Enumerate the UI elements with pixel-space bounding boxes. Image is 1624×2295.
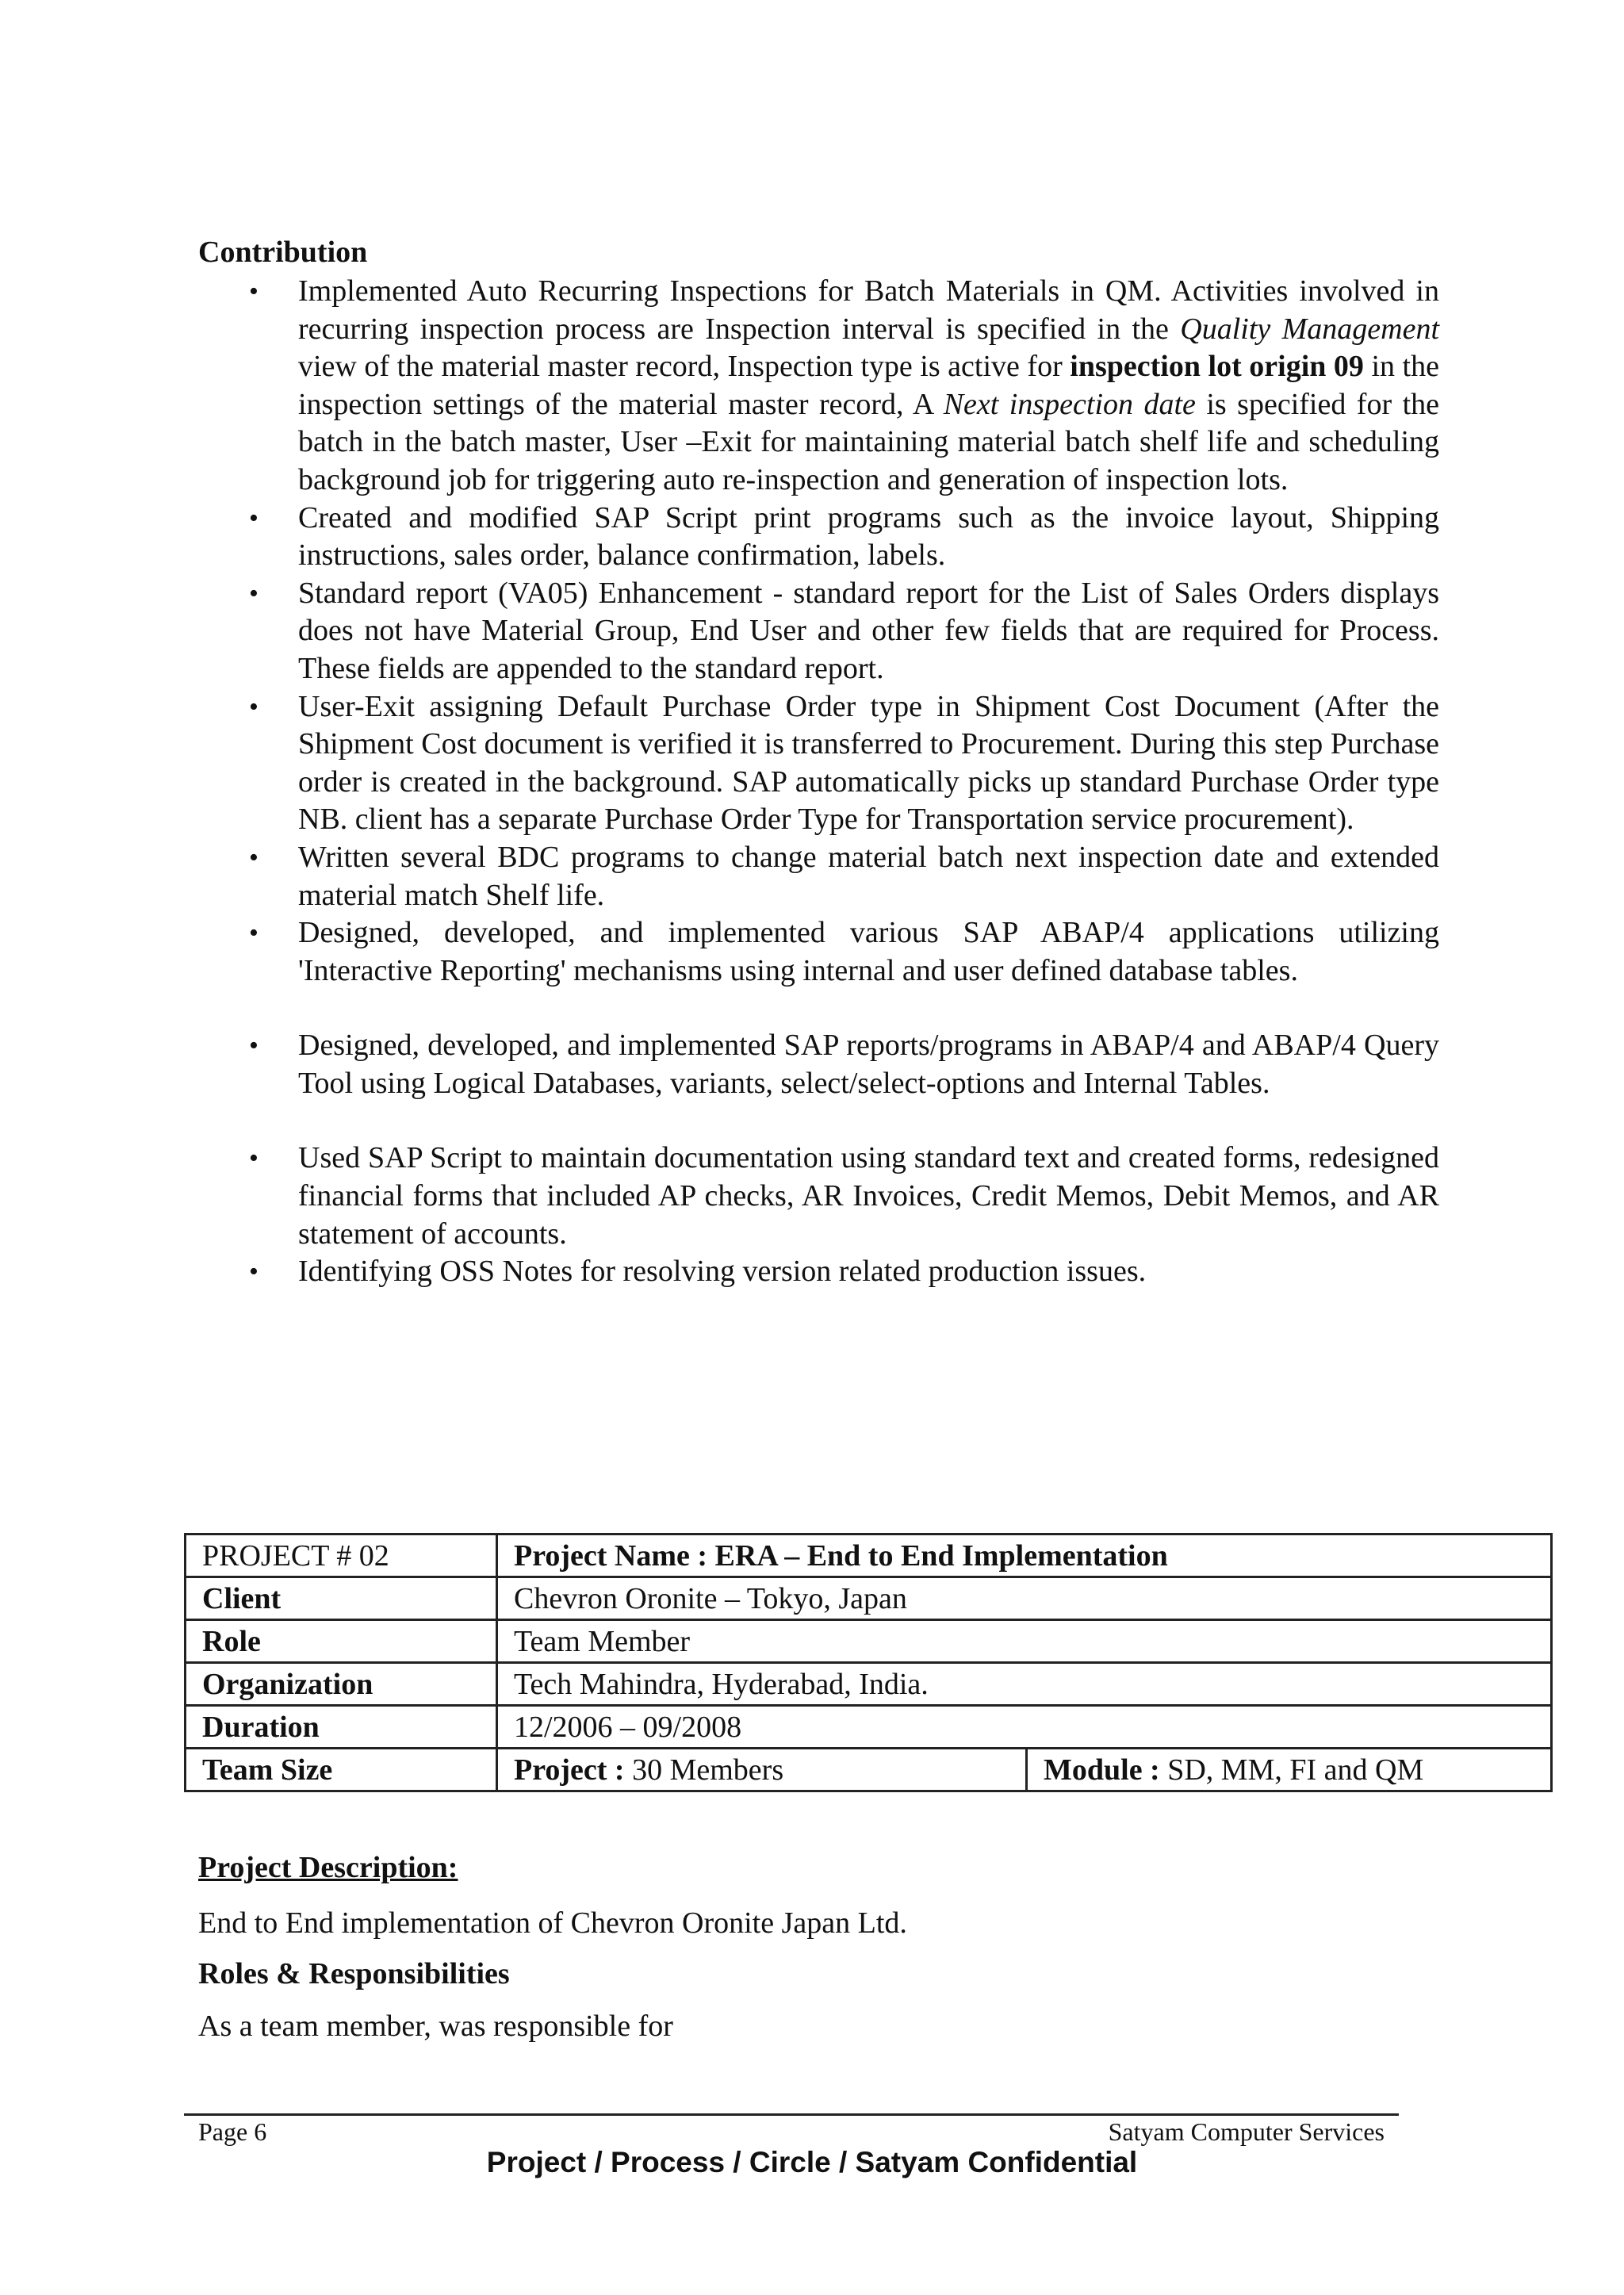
list-item: • Identifying OSS Notes for resolving version related production issues. <box>198 1253 1439 1291</box>
row-value: Tech Mahindra, Hyderabad, India. <box>497 1663 1552 1706</box>
team-size-module-value: SD, MM, FI and QM <box>1159 1753 1424 1787</box>
footer-company: Satyam Computer Services <box>1108 2117 1385 2146</box>
list-item: • Written several BDC programs to change material batch next inspection date and extended material match Shelf life. <box>198 839 1439 914</box>
row-value: Team Member <box>497 1620 1552 1663</box>
list-item: • Designed, developed, and implemented SAP reports/programs in ABAP/4 and ABAP/4 Query Tool using Logical Databases, variants, select/select-options and Internal Tables. <box>198 1027 1439 1102</box>
row-label: Organization <box>186 1663 497 1706</box>
table-row <box>186 1620 1552 1663</box>
list-item: • Standard report (VA05) Enhancement - standard report for the List of Sales Orders displays does not have Material Group, End User and other few fields that are required for Process. These fields are appended to the standard report. <box>198 575 1439 688</box>
roles-heading: Roles & Responsibilities <box>198 1957 510 1990</box>
team-size-project-value: 30 Members <box>624 1753 784 1787</box>
list-item: • User-Exit assigning Default Purchase Order type in Shipment Cost Document (After the Shipment Cost document is verified it is transferred to Procurement. During this step Purchase order is created in the background. SAP automatically picks up standard Purchase Order type NB. client has a separate Purchase Order Type for Transportation service procurement). <box>198 688 1439 839</box>
item-text: in the inspection settings of the material master record, A <box>298 350 1439 421</box>
table-row <box>186 1663 1552 1706</box>
footer-page-number: Page 6 <box>198 2117 267 2146</box>
row-label: Role <box>186 1620 497 1663</box>
team-size-project-label: Project : <box>514 1753 625 1787</box>
contribution-list <box>198 273 1439 1291</box>
table-row <box>186 1706 1552 1749</box>
footer-confidential: Project / Process / Circle / Satyam Confidential <box>486 2146 1138 2178</box>
item-text: is specified for the batch in the batch master, User –Exit for maintaining material batch shelf life and scheduling background job for triggering auto re-inspection and generation of inspection lots. <box>298 387 1440 496</box>
row-label: Duration <box>186 1706 497 1749</box>
item-text-italic: Next inspection date <box>943 387 1196 421</box>
project-description-text: End to End implementation of Chevron Oronite Japan Ltd. <box>198 1906 907 1940</box>
list-item: • Used SAP Script to maintain documentation using standard text and created forms, redesigned financial forms that included AP checks, AR Invoices, Credit Memos, Debit Memos, and AR statement of accounts. <box>198 1140 1439 1253</box>
project-details-table <box>184 1533 1553 1792</box>
team-size-module-label: Module : <box>1044 1753 1160 1787</box>
project-name-value: : ERA – End to End Implementation <box>697 1538 1168 1573</box>
list-item <box>198 273 1439 500</box>
row-value: Chevron Oronite – Tokyo, Japan <box>497 1577 1552 1620</box>
item-text-italic: Quality Management <box>1180 312 1439 346</box>
section-heading-contribution: Contribution <box>198 236 368 269</box>
item-text: Implemented Auto Recurring Inspections for Batch Materials in QM. Activities involved in recurring inspection process are Inspection interval is specified in the <box>298 274 1439 346</box>
row-value: 12/2006 – 09/2008 <box>497 1706 1552 1749</box>
list-item: • Created and modified SAP Script print programs such as the invoice layout, Shipping instructions, sales order, balance confirmation, labels. <box>198 500 1439 575</box>
item-text-bold: inspection lot origin 09 <box>1070 350 1364 384</box>
team-size-module-cell <box>1027 1749 1552 1791</box>
row-label: Client <box>186 1577 497 1620</box>
project-name-label: Project Name <box>514 1538 690 1573</box>
project-number-cell: PROJECT # 02 <box>186 1534 497 1577</box>
table-row <box>186 1534 1552 1577</box>
team-size-project-cell <box>497 1749 1027 1791</box>
table-row <box>186 1749 1552 1791</box>
table-row <box>186 1577 1552 1620</box>
project-name-cell <box>497 1534 1552 1577</box>
row-label: Team Size <box>186 1749 497 1791</box>
list-item: • Designed, developed, and implemented various SAP ABAP/4 applications utilizing 'Interactive Reporting' mechanisms using internal and user defined database tables. <box>198 914 1439 990</box>
project-description-heading: Project Description: <box>198 1851 458 1884</box>
item-text: view of the material master record, Inspection type is active for <box>298 350 1071 384</box>
roles-text: As a team member, was responsible for <box>198 2010 673 2043</box>
footer-divider <box>184 2113 1399 2116</box>
